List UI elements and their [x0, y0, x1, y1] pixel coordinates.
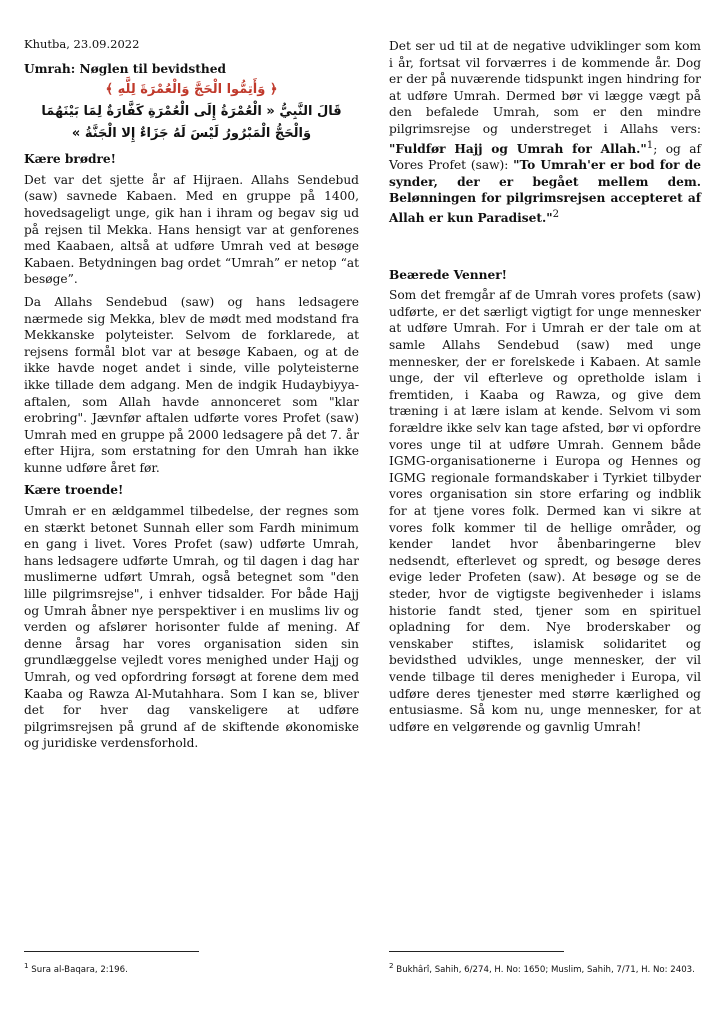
arabic-hadith-part2: وَالْحَجُّ الْمَبْرُورُ لَيْسَ لَهُ جَزَاءٌ إِلا الْجَنَّةُ » [71, 126, 312, 142]
arabic-hadith-part1: « الْعُمْرَةُ إِلَى الْعُمْرَةِ كَفَّارَةٌ لِمَا بَيْنَهُمَا [41, 104, 275, 120]
hadith-quote: "To Umrah'er er bod for de synder, der er begået mellem dem. Belønningen for pilgrimsrejsen accepteret af Allah er kun Paradiset." [389, 158, 701, 226]
footnote-divider-left [24, 951, 199, 952]
quran-quote: "Fuldfør Hajj og Umrah for Allah." [389, 141, 647, 156]
footnote-2-number: 2 [389, 961, 394, 970]
arabic-line-1 [24, 79, 359, 101]
date-line: Khutba, 23.09.2022 [24, 37, 140, 51]
paragraph-4-text: Det ser ud til at de negative udviklinger som kom i år, fortsat vil forværres i de kommende år. Dog er der på nuværende tidspunkt ingen hindring for at udføre Umrah. Dermed bør vi lægge vægt på den befalede Umrah, som er den mindre pilgrimsrejse og understreget i Allahs vers: [389, 39, 701, 136]
paragraph-1: Det var det sjette år af Hijraen. Allahs Sendebud (saw) savnede Kabaen. Med en gruppe på 1400, hovedsageligt unge, gik han i ihram og begav sig ud på rejsen til Mekka. Hans hensigt var at genforenes med Kaabaen, altså at udføre Umrah ved at besøge Kabaen. Betydningen bag ordet “Umrah” er netop “at besøge”. [24, 172, 359, 287]
arabic-bracket-close: ﴾ [105, 82, 114, 98]
arabic-hadith-prefix: قَالَ النَّبِيُّ [279, 104, 342, 120]
heading-dear-believers: Kære troende! [24, 483, 124, 498]
footnote-1-number: 1 [24, 961, 29, 970]
footnote-2 [389, 960, 701, 976]
paragraph-4 [389, 38, 701, 227]
arabic-verse-text: وَأَتِمُّوا الْحَجَّ وَالْعُمْرَةَ لِلَّهِ [117, 82, 266, 98]
right-column [389, 38, 701, 741]
khutba-title: Umrah: Nøglen til bevidsthed [24, 61, 226, 76]
footnote-divider-right [389, 951, 564, 952]
paragraph-4-mid: ; og af Vores Profet (saw): [389, 141, 701, 173]
footnote-1-text: Sura al-Baqara, 2:196. [28, 964, 128, 975]
footnote-ref-2: 2 [552, 209, 560, 220]
footnote-1 [24, 960, 354, 976]
arabic-bracket-open: ﴿ [269, 82, 278, 98]
left-column [24, 36, 359, 758]
heading-honoured-friends: Beærede Venner! [389, 267, 507, 282]
arabic-line-3 [24, 123, 359, 145]
footnote-2-text: Bukhârî, Sahih, 6/274, H. No: 1650; Muslim, Sahih, 7/71, H. No: 2403. [393, 964, 695, 975]
paragraph-3: Umrah er en ældgammel tilbedelse, der regnes som en stærkt betonet Sunnah eller som Fardh minimum en gang i livet. Vores Profet (saw) udførte Umrah, hans ledsagere udførte Umrah, og til dagen i dag har muslimerne udført Umrah, også betegnet som "den lille pilgrimsrejse", i enhver tidsalder. For både Hajj og Umrah åbner nye perspektiver i en muslims liv og verden og afslører horisonter fulde af mening. Af denne årsag har vores organisation siden sin grundlæggelse vejledt vores menighed under Hajj og Umrah, og ved opfordring forsøgt at forene dem med Kaaba og Rawza Al-Mutahhara. Som I kan se, bliver det for hver dag vanskeligere at udføre pilgrimsrejsen på grund af de skiftende økonomiske og juridiske verdensforhold. [24, 504, 359, 751]
paragraph-2: Da Allahs Sendebud (saw) og hans ledsagere nærmede sig Mekka, blev de mødt med modstand fra Mekkanske polyteister. Selvom de forklarede, at rejsens formål blot var at besøge Kabaen, og at de ikke havde noget andet i sinde, ville polyteisterne ikke tillade dem adgang. Men de indgik Hudaybiyya-aftalen, som Allah havde annonceret som "klar erobring". Jævnfør aftalen udførte vores Profet (saw) Umrah med en gruppe på 2000 ledsagere på det 7. år efter Hijra, som erstatning for den Umrah han ikke kunne udføre året før. [24, 294, 359, 475]
paragraph-5: Som det fremgår af de Umrah vores profets (saw) udførte, er det særligt vigtigt for unge mennesker at udføre Umrah. For i Umrah er der tale om at samle Allahs Sendebud (saw) med unge mennesker, der er forelskede i Kabaen. At samle unge, der vil efterleve og opretholde islam i fremtiden, i Kaaba og Rawza, og give dem træning i at lære islam at kende. Selvom vi som forældre ikke selv kan tage afsted, bør vi opfordre vores unge til at udføre Umrah. Gennem både IGMG-organisationerne i Europa og Hennes og IGMG regionale formandskaber i Tyrkiet tilbyder vores organisation sin store erfaring og indblik for at tjene vores folk. Dermed kan vi sikre at vores folk kommer til de hellige områder, og kender landet hvor åbenbaringerne blev nedsendt, efterlevet og spredt, og besøge deres evige leder Profeten (saw). At besøge og se de steder, hvor de vigtigste begivenheder i islams historie fandt sted, tjener som en spirituel opladning for dem. Nye broderskaber og venskaber stiftes, islamisk solidaritet og bevidsthed udvikles, unge mennesker, der vil vende tilbage til deres menigheder i Europa, vil udføre deres tjenester med større kærlighed og entusiasme. Så kom nu, unge mennesker, for at udføre en velgørende og gavnlig Umrah! [389, 288, 701, 734]
arabic-line-2 [24, 101, 359, 123]
footnote-ref-1: 1 [646, 139, 654, 151]
heading-dear-brothers: Kære brødre! [24, 152, 117, 167]
arabic-verse [24, 79, 359, 145]
